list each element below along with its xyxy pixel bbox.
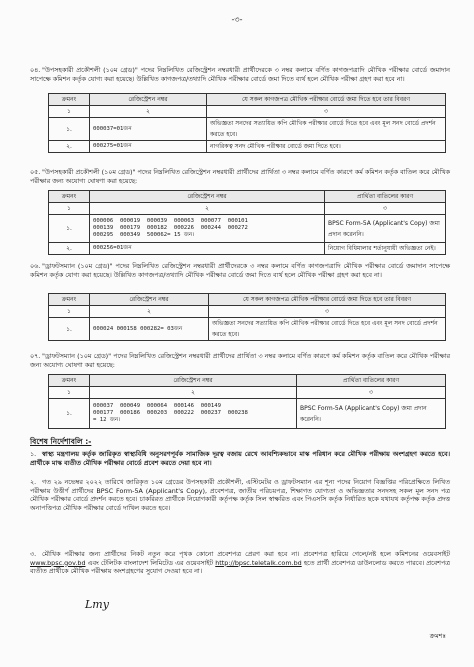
header-serial: ক্রমনং [49, 294, 90, 306]
col-index: ৩ [297, 387, 446, 399]
row-registration: 000037=01জন [90, 118, 207, 141]
note-3 [30, 550, 450, 576]
table-row [49, 215, 446, 243]
col-index: ২ [90, 387, 297, 399]
header-registration: রেজিস্ট্রেশন নম্বর [90, 294, 209, 306]
row-reason: নিয়োগ বিধিমালার শর্তানুযায়ী অভিজ্ঞতা নেই। [325, 243, 446, 255]
column-index-row [49, 106, 446, 118]
section-05-body: "উপসহকারী প্রকৌশলী (১০ম গ্রেড)" পদের নিম্নলিখিত রেজিস্ট্রেশন নম্বরধারী প্রার্থীদের প্রার্থিতা ৩ নম্বর কলামে বর্ণিত কারণে কর্ম কমিশন কর্তৃক বাতিল করে মৌখিক পরীক্ষার জন্য অযোগ্য ঘোষণা করা হয়েছে: [30, 168, 450, 185]
row-serial: ২. [49, 243, 90, 255]
col-index: ১ [49, 106, 90, 118]
row-registration: 000037 000049 000064 000146 000149 000177 000186 000203 000222 000237 000238 = 12 জন। [90, 399, 297, 429]
continued-label: ক্রমশঃ [429, 632, 446, 640]
section-06-body: "ড্রাফটসম্যান (১০ম গ্রেড)" পদের নিম্নলিখিত রেজিস্ট্রেশন নম্বরধারী প্রার্থীদেরকে ৩ নম্বর কলামে বর্ণিত কাগজপত্রাদি মৌখিক পরীক্ষার বোর্ডে জমাদান সাপেক্ষে কমিশন কর্তৃক যোগ্য করা হয়েছে। উল্লিখিত কাগজপত্র/তথ্যাদি মৌখিক পরীক্ষার বোর্ডে জমা দিতে ব্যর্থ হলে মৌখিক পরীক্ষা গ্রহণ করা হবে না। [30, 262, 450, 279]
row-reason: BPSC Form-5A (Applicant's Copy) জমা প্রদান করেননি। [325, 215, 446, 243]
row-document: নাগরিকত্ব সনদ মৌখিক পরীক্ষার বোর্ডে জমা দিতে হবে। [207, 141, 446, 153]
col-index: ১ [49, 387, 90, 399]
header-registration: রেজিস্ট্রেশন নম্বর [90, 375, 297, 387]
header-reason: প্রার্থিতা বাতিলের কারণ [325, 191, 446, 203]
teletalk-website-link[interactable]: http://bpsc.teletalk.com.bd [215, 558, 302, 567]
row-registration: 000006 000019 000039 000063 000077 000101 000139 000179 000182 000226 000244 000272 000295 000349 500062= 15 জন। [90, 215, 325, 243]
header-serial: ক্রমনং [49, 191, 90, 203]
note-1-number: ১. [30, 450, 37, 458]
section-04-text [30, 66, 450, 83]
col-index: ১ [49, 306, 90, 318]
row-registration: 000256=01জন [90, 243, 325, 255]
note-2-text: গত ২৯ নভেম্বর ২০২২ তারিখে জারিকৃত ১০ম গ্রেডের উপসহকারী প্রকৌশলী, এস্টিমেটর ও ড্রাফটসম্যান এর শূন্য পদের নিয়োগ বিজ্ঞপ্তির পরিপ্রেক্ষিতে লিখিত পরীক্ষায় উত্তীর্ণ প্রার্থীদের BPSC Form-5A (Applicant's Copy), প্রবেশপত্র, জাতীয় পরিচয়পত্র, শিক্ষাগত যোগ্যতা ও অভিজ্ঞতার সনদসহ সকল মূল সনদ পত্র মৌখিক পরীক্ষার বোর্ডে প্রদর্শন করতে হবে। চাকরিরত প্রার্থীকে নিয়োগকারী কর্তৃপক্ষ কর্তৃক সিল স্বাক্ষরিত এবং পিএসসি কর্তৃক নির্ধারিত ছকে যথাযথ কর্তৃপক্ষ কর্তৃক প্রদত্ত অনাপত্তিপত্র মৌখিক পরীক্ষার বোর্ডে দাখিল করতে হবে। [30, 478, 450, 512]
section-07-body: "ড্রাফটসম্যান (১০ম গ্রেড)" পদের নিম্নলিখিত রেজিস্ট্রেশন নম্বরধারী প্রার্থীদের প্রার্থিতা ৩ নম্বর কলামে বর্ণিত কারণে কর্ম কমিশন কর্তৃক বাতিল করে মৌখিক পরীক্ষার জন্য অযোগ্য ঘোষণা করা হয়েছে: [30, 352, 450, 369]
note-3-text-b: এবং টেলিটক বাংলাদেশ লিমিটেড এর ওয়েবসাইট [85, 558, 216, 567]
table-header-row [49, 294, 446, 306]
bpsc-website-link[interactable]: www.bpsc.gov.bd [30, 558, 86, 567]
column-index-row [49, 203, 446, 215]
section-05-table [48, 190, 446, 255]
section-07-number: ০৭. [30, 352, 41, 360]
col-index: ৩ [209, 306, 446, 318]
col-index: ২ [90, 203, 325, 215]
table-row [49, 243, 446, 255]
header-documents: যে সকল কাগজপত্র মৌখিক পরীক্ষার বোর্ডে জমা দিতে হবে তার বিবরণ [209, 294, 446, 306]
note-2-number: ২. [30, 478, 37, 486]
header-registration: রেজিস্ট্রেশন নম্বর [90, 94, 207, 106]
header-registration: রেজিস্ট্রেশন নম্বর [90, 191, 325, 203]
row-document: অভিজ্ঞতা সনদের সত্যায়িত কপি মৌখিক পরীক্ষার বোর্ডে দিতে হবে এবং মূল সনদ বোর্ডে প্রদর্শন করতে হবে। [207, 118, 446, 141]
section-07-text [30, 352, 450, 369]
table-row [49, 399, 446, 429]
section-04-number: ০৪. [30, 66, 41, 74]
section-06-text [30, 262, 450, 279]
section-07-table [48, 374, 446, 429]
header-serial: ক্রমনং [49, 375, 90, 387]
row-serial: ১. [49, 118, 90, 141]
note-3-text-a: মৌখিক পরীক্ষার জন্য প্রার্থীদের নিকট নতুন করে পৃথক কোনো প্রবেশপত্র প্রেরণ করা হবে না। প্রবেশপত্র হারিয়ে গেলে/নষ্ট হলে কমিশনের ওয়েবসাইট [42, 550, 450, 558]
row-serial: ১. [49, 215, 90, 243]
column-index-row [49, 306, 446, 318]
table-row [49, 141, 446, 153]
table-header-row [49, 191, 446, 203]
column-index-row [49, 387, 446, 399]
section-06-number: ০৬. [30, 262, 41, 270]
table-row [49, 118, 446, 141]
page-number: -৩- [231, 15, 243, 24]
col-index: ৩ [207, 106, 446, 118]
col-index: ২ [90, 106, 207, 118]
notes-heading: বিশেষ নির্দেশাবলি :- [30, 437, 92, 446]
section-05-text [30, 168, 450, 185]
signature: Lmy [85, 598, 109, 611]
header-documents: যে সকল কাগজপত্র মৌখিক পরীক্ষার বোর্ডে জমা দিতে হবে তার বিবরণ [207, 94, 446, 106]
col-index: ১ [49, 203, 90, 215]
col-index: ৩ [325, 203, 446, 215]
note-1-text: স্বাস্থ্য মন্ত্রণালয় কর্তৃক জারিকৃত স্বাস্থ্যবিধি অনুসরণপূর্বক সামাজিক দূরত্ব বজায় রেখে আবশ্যিকভাবে মাস্ক পরিধান করে মৌখিক পরীক্ষায় অংশগ্রহণ করতে হবে। প্রার্থীকে মাস্ক ব্যতীত মৌখিক পরীক্ষার বোর্ডে প্রবেশ করতে দেয়া হবে না। [30, 450, 450, 467]
header-serial: ক্রমনং [49, 94, 90, 106]
header-reason: প্রার্থিতা বাতিলের কারণ [297, 375, 446, 387]
section-04-table [48, 93, 446, 153]
row-serial: ২. [49, 141, 90, 153]
note-3-text-c: হতে প্রার্থী প্রবেশপত্র ডাউনলোড করতে পারবে। প্রবেশপত্র ব্যতীত প্রার্থীকে মৌখিক পরীক্ষায় অংশগ্রহণের সুযোগ দেওয়া হবে না। [30, 558, 451, 576]
table-header-row [49, 375, 446, 387]
note-1 [30, 450, 450, 467]
row-registration: 000024 000158 000282= 03জন [90, 318, 209, 341]
row-document: অভিজ্ঞতা সনদের সত্যায়িত কপি মৌখিক পরীক্ষার বোর্ডে দিতে হবে এবং মূল সনদ বোর্ডে প্রদর্শন করতে হবে। [209, 318, 446, 341]
table-header-row [49, 94, 446, 106]
row-serial: ১. [49, 399, 90, 429]
row-reason: BPSC Form-5A (Applicant's Copy) জমা প্রদান করেননি। [297, 399, 446, 429]
section-05-number: ০৫. [30, 168, 41, 176]
row-registration: 000275=01জন [90, 141, 207, 153]
table-row [49, 318, 446, 341]
row-serial: ১. [49, 318, 90, 341]
note-2 [30, 478, 450, 512]
col-index: ২ [90, 306, 209, 318]
section-06-table [48, 293, 446, 341]
note-3-number: ৩. [30, 550, 37, 558]
section-04-body: "উপসহকারী প্রকৌশলী (১০ম গ্রেড)" পদের নিম্নলিখিত রেজিস্ট্রেশন নম্বরধারী প্রার্থীদেরকে ৩ নম্বর কলামে বর্ণিত কাগজপত্রাদি মৌখিক পরীক্ষার বোর্ডে জমাদান সাপেক্ষে কমিশন কর্তৃক যোগ্য করা হয়েছে। উল্লিখিত কাগজপত্র/তথ্যাদি মৌখিক পরীক্ষার বোর্ডে জমা দিতে ব্যর্থ হলে মৌখিক পরীক্ষা গ্রহণ করা হবে না। [30, 66, 450, 83]
